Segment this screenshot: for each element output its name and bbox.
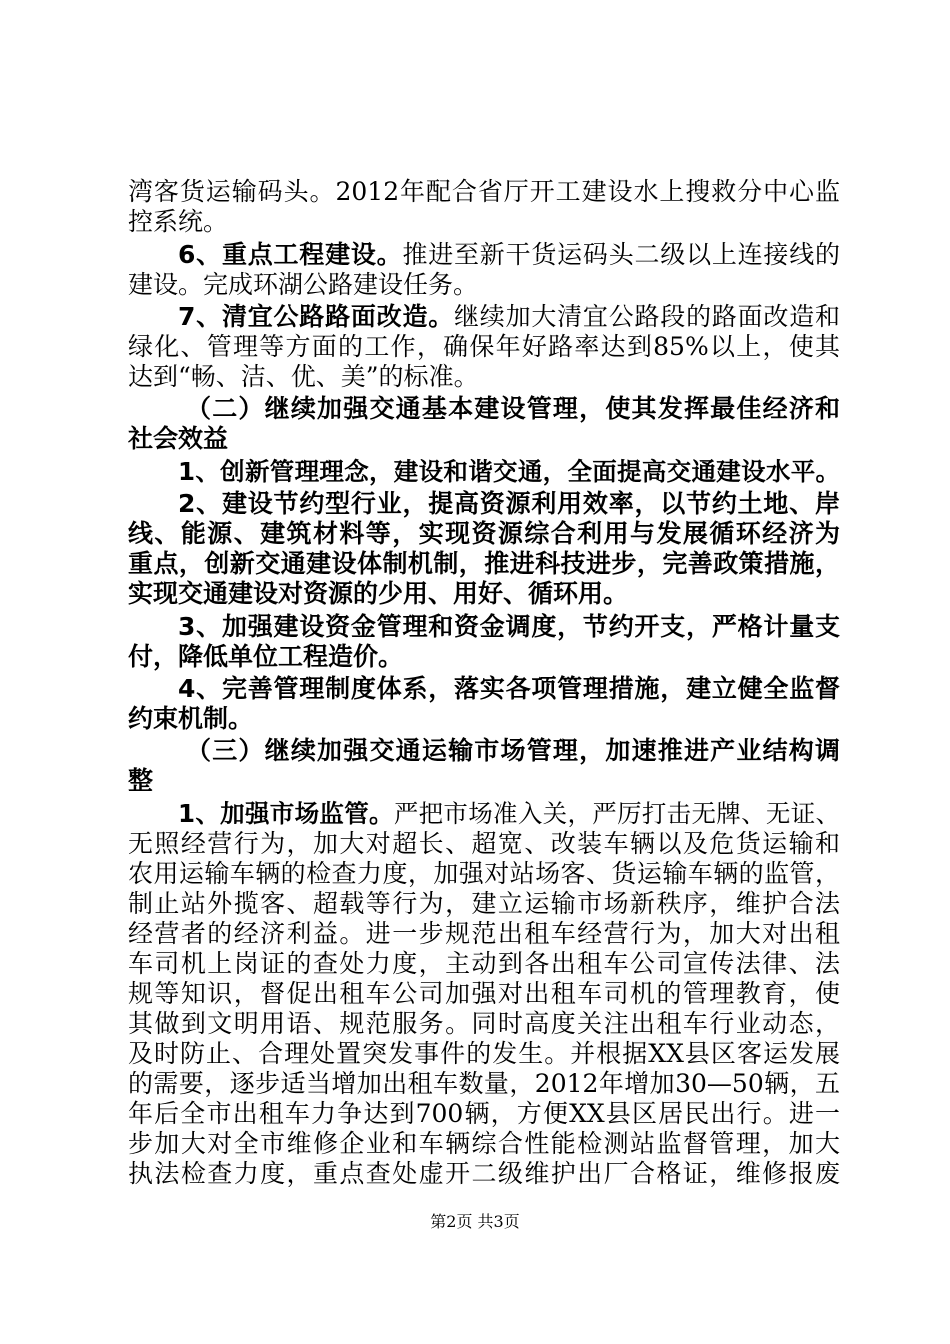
line-text: 控系统。 [128, 207, 229, 236]
line-text: 的需要，逐步适当增加出租车数量，2012年增加30—50辆，五 [128, 1069, 840, 1098]
paragraph-line [128, 1067, 840, 1101]
line-text: 经营者的经济利益。进一步规范出租车经营行为，加大对出租 [128, 919, 840, 948]
paragraph-line [128, 827, 840, 861]
list-item-text: 实现交通建设对资源的少用、用好、循环用。 [128, 579, 629, 608]
item-heading: 7、清宜公路路面改造。 [178, 302, 455, 331]
section-heading: 整 [128, 766, 154, 795]
paragraph-line [178, 455, 840, 489]
section-heading: （二）继续加强交通基本建设管理，使其发挥最佳经济和 [186, 394, 840, 423]
line-text: 其做到文明用语、规范服务。同时高度关注出租车行业动态， [128, 1009, 840, 1038]
paragraph-line [128, 1007, 840, 1041]
paragraph-line [128, 887, 840, 921]
list-item-text: 3、加强建设资金管理和资金调度，节约开支，严格计量支 [178, 612, 840, 641]
paragraph-line [178, 610, 840, 644]
item-heading: 1、加强市场监管。 [178, 799, 394, 828]
paragraph-line [128, 1037, 840, 1071]
paragraph-line [128, 1097, 840, 1131]
paragraph-line [178, 487, 840, 521]
paragraph-line [128, 517, 840, 551]
line-text: 执法检查力度，重点查处虚开二级维护出厂合格证，维修报废 [128, 1159, 840, 1188]
paragraph-line [128, 1127, 840, 1161]
line-text: 推进至新干货运码头二级以上连接线的 [402, 240, 840, 269]
paragraph-line [178, 300, 840, 334]
paragraph-line [128, 947, 840, 981]
line-text: 建设。完成环湖公路建设任务。 [128, 270, 479, 299]
list-item-text: 重点，创新交通建设体制机制，推进科技进步，完善政策措施， [128, 549, 840, 578]
list-item-text: 2、建设节约型行业，提高资源利用效率，以节约土地、岸 [178, 489, 840, 518]
paragraph-line [128, 577, 840, 611]
item-heading: 6、重点工程建设。 [178, 240, 403, 269]
section-heading: 社会效益 [128, 424, 229, 453]
paragraph-line [128, 917, 840, 951]
line-text: 农用运输车辆的检查力度，加强对站场客、货运输车辆的监管， [128, 859, 840, 888]
paragraph-line [128, 268, 840, 302]
paragraph-line [128, 360, 840, 394]
paragraph-line [128, 175, 840, 209]
line-text: 绿化、管理等方面的工作，确保年好路率达到85%以上，使其 [128, 332, 840, 361]
list-item-text: 1、创新管理理念，建设和谐交通，全面提高交通建设水平。 [178, 457, 840, 486]
paragraph-line [128, 640, 840, 674]
list-item-text: 约束机制。 [128, 704, 254, 733]
section-heading-line [128, 422, 840, 456]
section-heading: （三）继续加强交通运输市场管理，加速推进产业结构调 [186, 736, 840, 765]
line-text: 制止站外揽客、超载等行为，建立运输市场新秩序，维护合法 [128, 889, 840, 918]
section-heading-line [186, 734, 840, 768]
line-text: 规等知识，督促出租车公司加强对出租车司机的管理教育，使 [128, 979, 840, 1008]
paragraph-line [128, 547, 840, 581]
line-text: 年后全市出租车力争达到700辆，方便XX县区居民出行。进一 [128, 1099, 840, 1128]
line-text: 达到“畅、洁、优、美”的标准。 [128, 362, 479, 391]
line-text: 步加大对全市维修企业和车辆综合性能检测站监督管理，加大 [128, 1129, 840, 1158]
line-text: 继续加大清宜公路段的路面改造和 [454, 302, 840, 331]
paragraph-line [128, 857, 840, 891]
paragraph-line [128, 977, 840, 1011]
paragraph-line [128, 205, 840, 239]
paragraph-line [178, 238, 840, 272]
paragraph-line [178, 797, 840, 831]
line-text: 无照经营行为，加大对超长、超宽、改装车辆以及危货运输和 [128, 829, 840, 858]
list-item-text: 4、完善管理制度体系，落实各项管理措施，建立健全监督 [178, 674, 840, 703]
paragraph-line [128, 702, 840, 736]
paragraph-line [128, 1157, 840, 1191]
page-number-footer: 第2页 共3页 [430, 1212, 520, 1231]
line-text: 湾客货运输码头。2012年配合省厅开工建设水上搜救分中心监 [128, 177, 840, 206]
line-text: 及时防止、合理处置突发事件的发生。并根据XX县区客运发展 [128, 1039, 840, 1068]
section-heading-line [128, 764, 840, 798]
line-text: 严把市场准入关，严厉打击无牌、无证、 [393, 799, 840, 828]
list-item-text: 线、能源、建筑材料等，实现资源综合利用与发展循环经济为 [128, 519, 840, 548]
paragraph-line [128, 330, 840, 364]
section-heading-line [186, 392, 840, 426]
line-text: 车司机上岗证的查处力度，主动到各出租车公司宣传法律、法 [128, 949, 840, 978]
paragraph-line [178, 672, 840, 706]
list-item-text: 付，降低单位工程造价。 [128, 642, 404, 671]
